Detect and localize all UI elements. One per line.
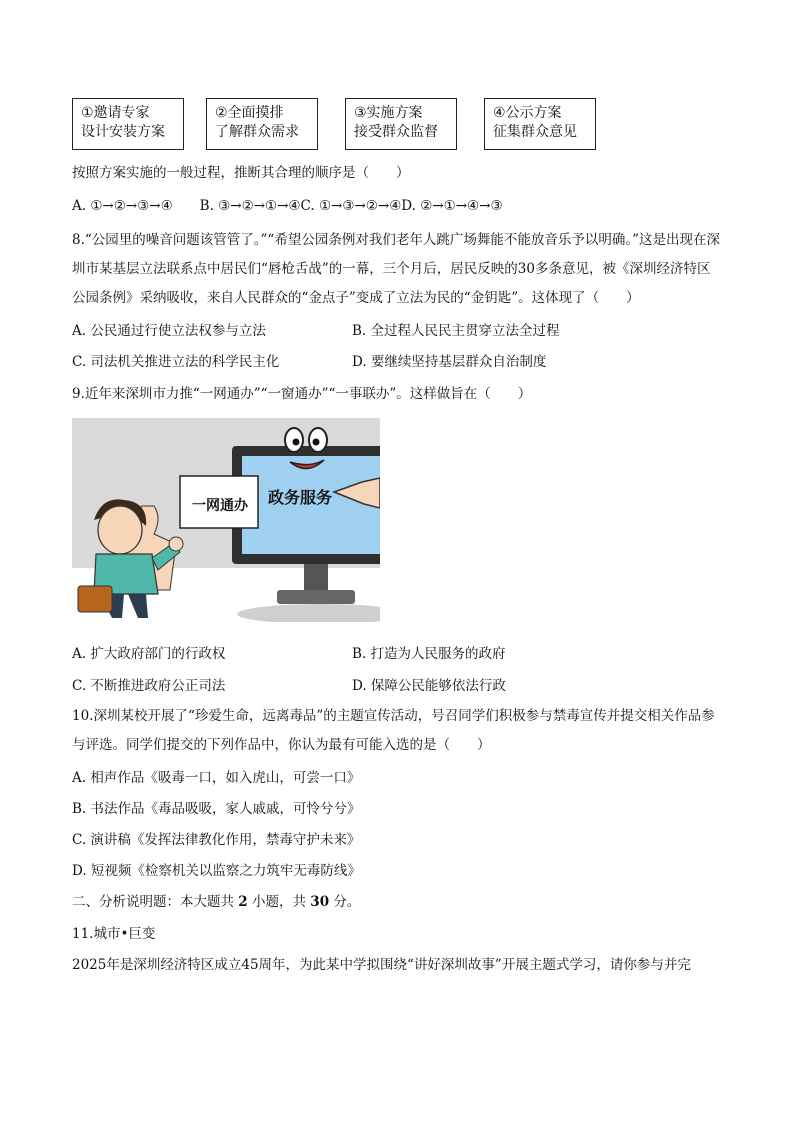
process-box-4-line2: 征集群众意见: [493, 124, 577, 140]
q8-option-b: B. 全过程人民民主贯穿立法全过程: [352, 323, 560, 339]
q8-stem: 8.“公园里的噪音问题该管管了。”“希望公园条例对我们老年人跳广场舞能不能放音乐予以明确。”这是出现在深圳市某基层立法联系点中居民们“唇枪舌战”的一幕，三个月后，居民反映的30多条意见，被《深圳经济特区公园条例》采纳吸收，来自人民群众的“金点子”变成了立法为民的“金钥匙”。这体现了（ ）: [72, 232, 720, 306]
q10-option-c: C. 演讲稿《发挥法律教化作用，禁毒守护未来》: [72, 832, 361, 848]
process-box-4: [484, 98, 596, 150]
q9-option-a: A. 扩大政府部门的行政权: [72, 646, 226, 662]
process-boxes: [72, 98, 602, 154]
process-box-1-line1: ①邀请专家: [81, 105, 150, 121]
process-box-3: [345, 98, 457, 150]
process-box-1: [72, 98, 184, 150]
section-score: 30: [310, 894, 330, 910]
section-heading-mid: 小题，共: [247, 894, 311, 910]
process-box-2-line2: 了解群众需求: [215, 124, 299, 140]
process-box-2-line1: ②全面摸排: [215, 105, 284, 121]
section-heading-prefix: 二、分析说明题：本大题共: [72, 894, 239, 910]
process-box-1-line2: 设计安装方案: [81, 124, 165, 140]
q8-option-c: C. 司法机关推进立法的科学民主化: [72, 354, 280, 370]
section-heading: [72, 892, 360, 912]
q9-option-c: C. 不断推进政府公正司法: [72, 678, 226, 694]
q9-illustration: [72, 418, 380, 622]
section-question-count: 2: [238, 894, 248, 910]
q9-option-b: B. 打造为人民服务的政府: [352, 646, 506, 662]
q9-stem: 9.近年来深圳市力推“一网通办”“一窗通办”“一事联办”。这样做旨在（ ）: [72, 386, 532, 402]
process-box-3-line2: 接受群众监督: [354, 124, 438, 140]
q7-options: A. ①→②→③→④ B. ③→②→①→④C. ①→③→②→④D. ②→①→④→③: [72, 198, 503, 214]
q8-option-a: A. 公民通过行使立法权参与立法: [72, 323, 266, 339]
q11-title: 11.城市•巨变: [72, 926, 156, 942]
q8-option-d: D. 要继续坚持基层群众自治制度: [352, 354, 547, 370]
q10-stem: 10.深圳某校开展了“珍爱生命，远离毒品”的主题宣传活动，号召同学们积极参与禁毒宣传并提交相关作品参与评选。同学们提交的下列作品中，你认为最有可能入选的是（ ）: [72, 708, 715, 753]
q7-stem: 按照方案实施的一般过程，推断其合理的顺序是（ ）: [72, 165, 410, 181]
q10-option-a: A. 相声作品《吸毒一口，如入虎山，可尝一口》: [72, 770, 361, 786]
sign-text: 一网通办: [192, 498, 248, 514]
section-heading-suffix: 分。: [329, 894, 361, 910]
q11-intro: 2025年是深圳经济特区成立45周年，为此某中学拟围绕“讲好深圳故事”开展主题式学习，请你参与并完: [72, 957, 691, 973]
process-box-2: [206, 98, 318, 150]
screen-text: 政务服务: [268, 488, 333, 507]
process-box-4-line1: ④公示方案: [493, 105, 562, 121]
process-box-3-line1: ③实施方案: [354, 105, 423, 121]
q9-option-d: D. 保障公民能够依法行政: [352, 678, 506, 694]
q10-option-d: D. 短视频《检察机关以监察之力筑牢无毒防线》: [72, 863, 361, 879]
q10-option-b: B. 书法作品《毒品吸吸，家人戚戚，可怜兮兮》: [72, 801, 361, 817]
